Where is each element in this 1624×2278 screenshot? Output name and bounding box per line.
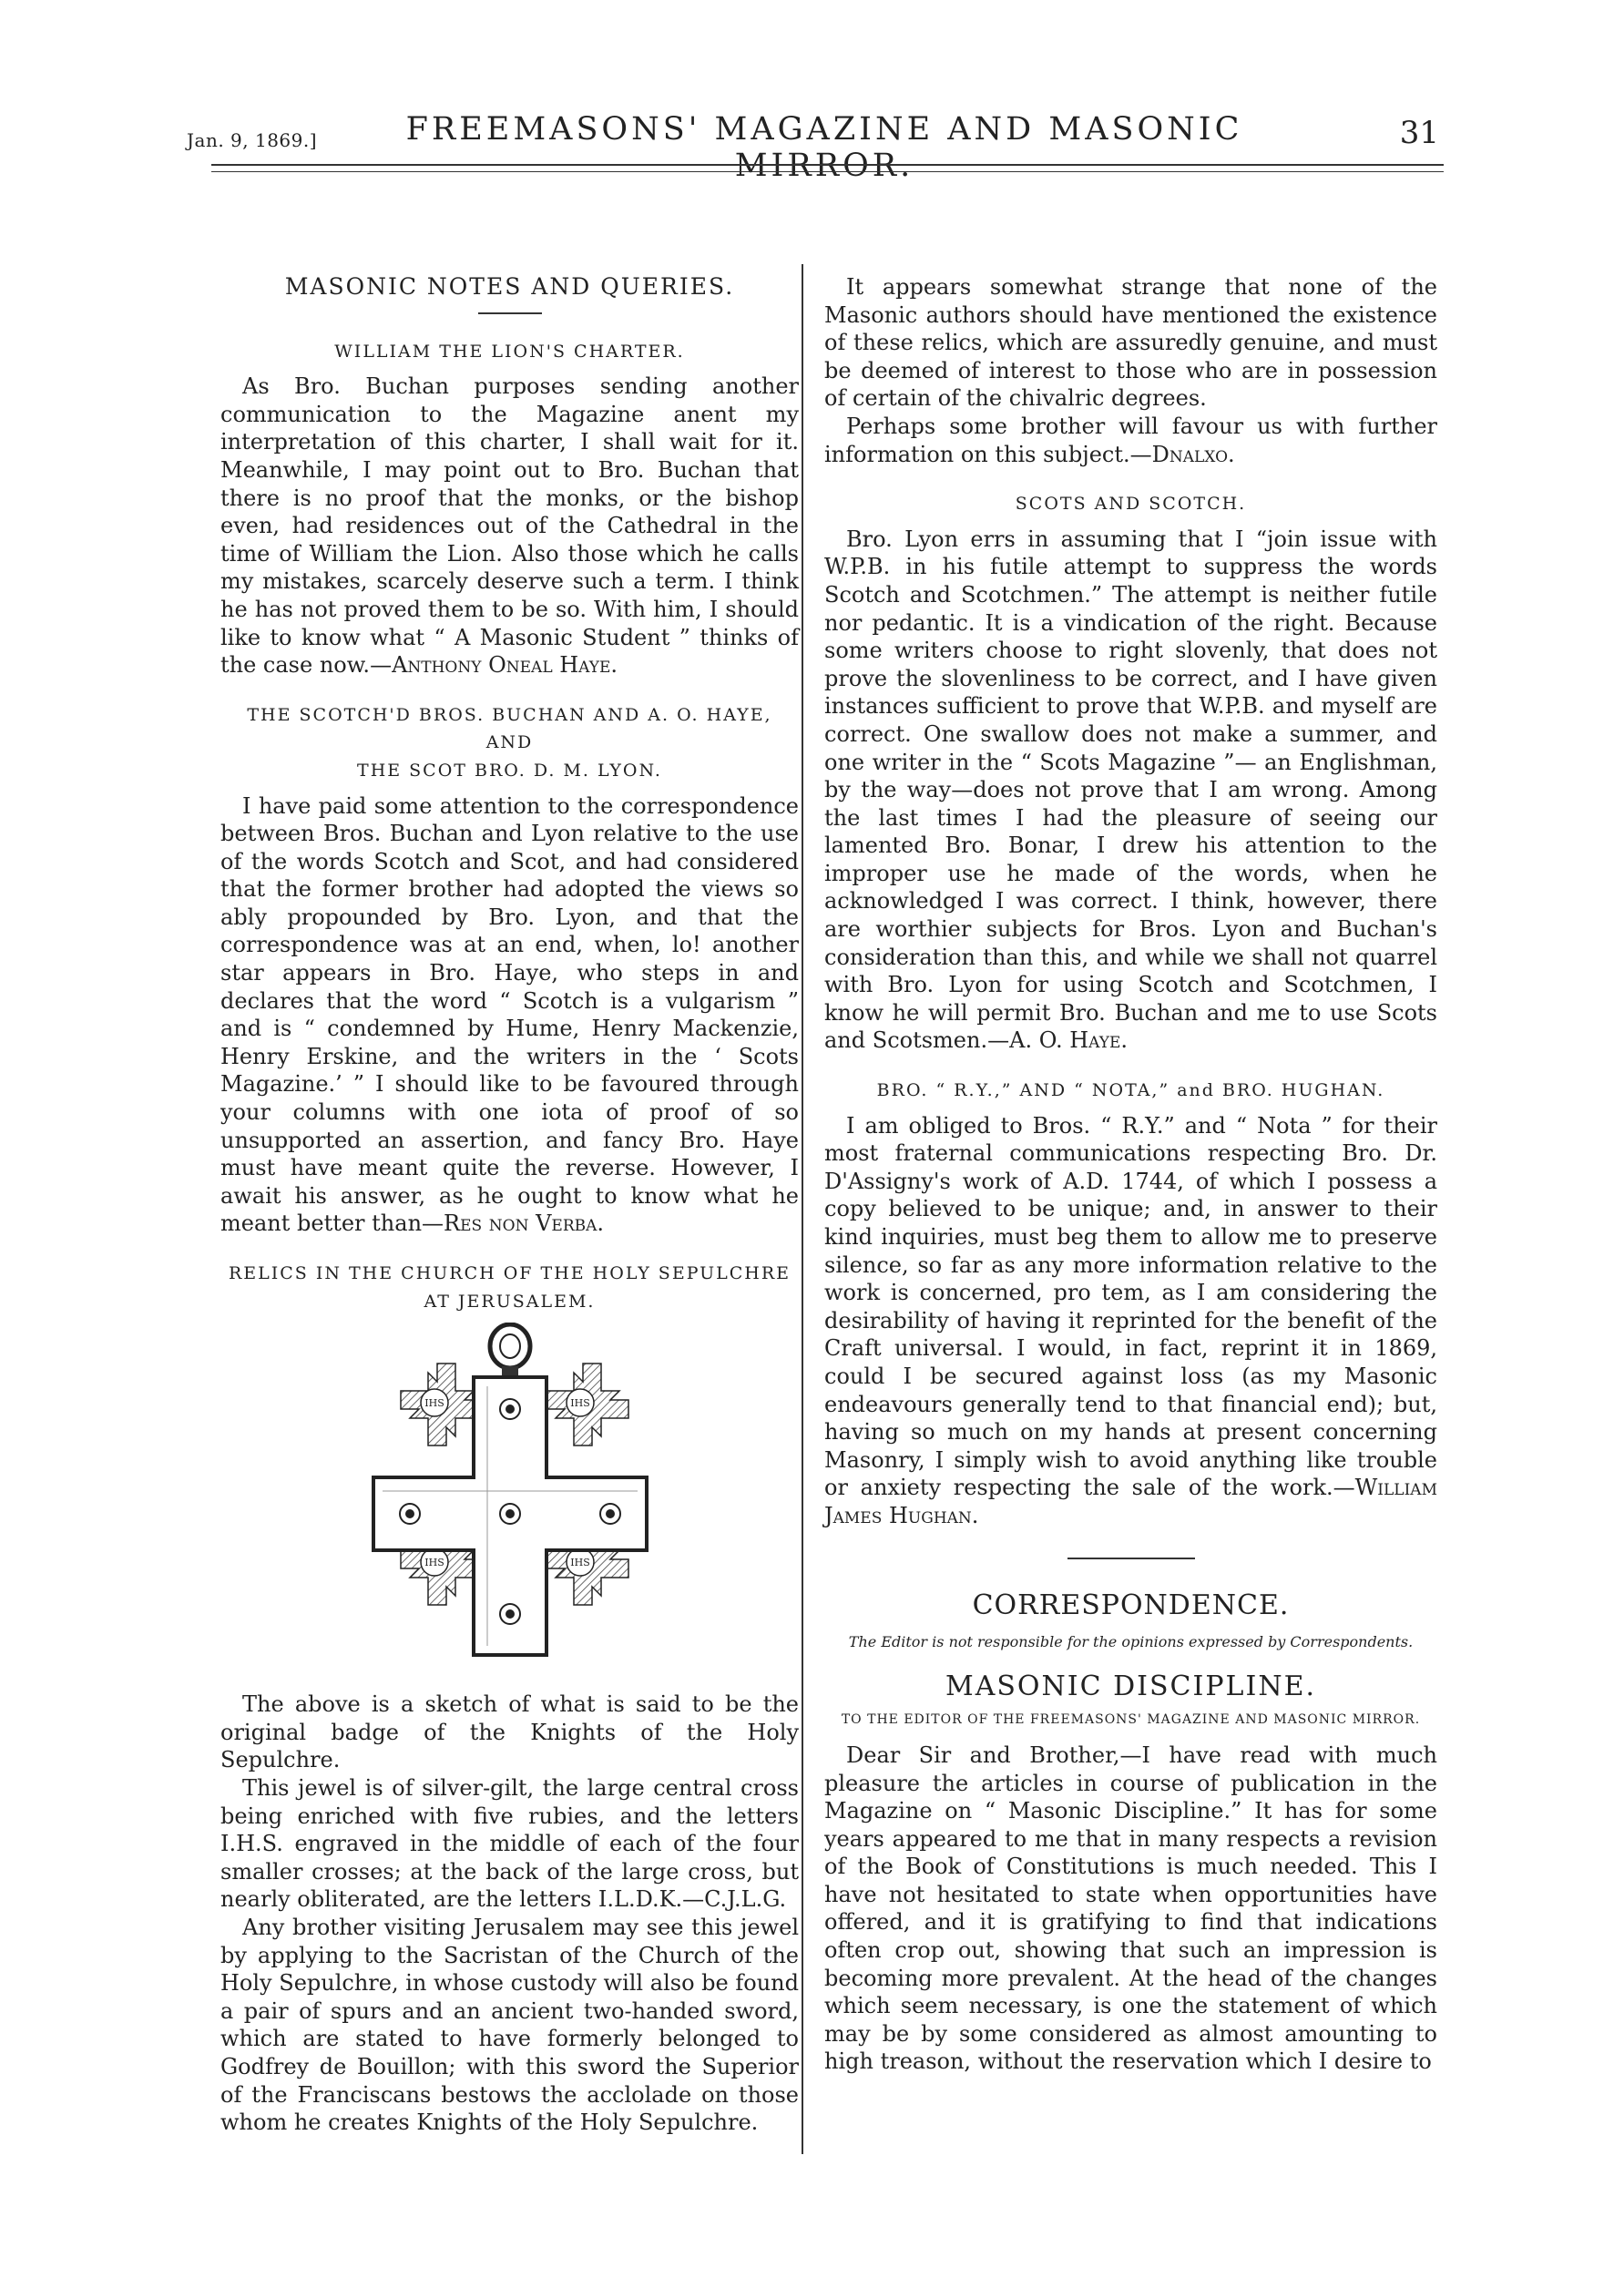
issue-date: Jan. 9, 1869.] [187,129,318,151]
ihs-monogram: IHS [424,1397,444,1410]
relics-paragraph-1: The above is a sketch of what is said to be the original badge of the Knights of the Holy Sepulchre. [220,1691,799,1773]
discipline-letter: Dear Sir and Brother,—I have read with much pleasure the articles in course of publication in the Magazine on “ Masonic Discipline.” It has for some years appeared to me that in many respects a revision of the Book of Constitutions is much needed. This I have not hesitated to state when opportunities have offered, and it is gratifying to find that indications often crop out, showing that such an impression is becoming more prevalent. At the head of the changes which seem necessary, is one the statement of which may be by some considered as almost amounting to high treason, without the reservation which I desire to [824,1742,1437,2075]
jerusalem-cross-illustration [332,1323,688,1678]
section-title: MASONIC NOTES AND QUERIES. [284,273,735,300]
scots-heading: SCOTS AND SCOTCH. [1015,494,1247,515]
charter-article [220,373,799,679]
relics-continued-paragraph-1: It appears somewhat strange that none of the Masonic authors should have mentioned the existence of these relics, which are assuredly genuine, and must be deemed of interest to those who are in possession of certain of the chivalric degrees. [824,274,1437,412]
running-head [187,111,1439,184]
charter-heading: WILLIAM THE LION'S CHARTER. [334,341,685,362]
hughan-signature: William James Hughan. [824,1475,1437,1528]
editor-disclaimer: The Editor is not responsible for the opinions expressed by Correspondents. [848,1633,1414,1651]
discipline-heading: MASONIC DISCIPLINE. [945,1670,1317,1702]
scotch-signature: Res non Verba. [444,1211,605,1237]
relics-continued-text: Perhaps some brother will favour us with further information on this subject.— [824,413,1437,467]
scotch-text: I have paid some attention to the correspondence between Bros. Buchan and Lyon relative to the use of the words Scotch and Scot, and had considered that the former brother had adopted the views so ably propounded by Bro. Lyon, and that the correspondence was at an end, when, lo! another star appears in Bro. Haye, who steps in and declares that the word “ Scotch is a vulgarism ” and is “ condemned by Hume, Henry Mackenzie, Henry Erskine, and the writers in the ‘ Scots Magazine.’ ” I should like to be favoured through your columns with one iota of proof of so unsupported an assertion, and fancy Bro. Haye must have meant quite the reverse. However, I await his answer, as he ought to know what he meant better than— [220,792,799,1237]
discipline-salutation-line: TO THE EDITOR OF THE FREEMASONS' MAGAZINE AND MASONIC MIRROR. [841,1712,1421,1728]
charter-signature: Anthony Oneal Haye. [392,652,618,679]
header-rule [211,164,1444,172]
relics-continued-paragraph-2 [824,413,1437,468]
correspondence-heading: CORRESPONDENCE. [972,1588,1290,1621]
relics-heading [220,1260,799,1315]
scotch-article [220,792,799,1239]
scots-signature: A. O. Haye. [1009,1027,1129,1054]
hughan-article [824,1112,1437,1530]
hughan-heading: BRO. “ R.Y.,” AND “ NOTA,” and BRO. HUGHAN. [876,1080,1385,1101]
charter-text: As Bro. Buchan purposes sending another communication to the Magazine anent my interpretation of this charter, I shall wait for it. Meanwhile, I may point out to Bro. Buchan that there is no proof that the monks, or the bishop even, had residences out of the Cathedral in the time of William the Lion. Also those which he calls my mistakes, scarcely deserve such a term. I think he has not proved them to be so. With him, I should like to know what “ A Masonic Student ” thinks of the case now.— [220,373,799,679]
scotch-heading [220,701,799,785]
suspension-ring [490,1324,530,1379]
publication-title: FREEMASONS' MAGAZINE AND MASONIC MIRROR. [405,111,1243,184]
scotch-heading-line2: THE SCOT BRO. D. M. LYON. [357,760,662,781]
column-divider [802,264,803,2154]
relics-heading-line2: AT JERUSALEM. [424,1291,596,1312]
scots-article [824,526,1437,1055]
scots-text: Bro. Lyon errs in assuming that I “join issue with W.P.B. in his futile attempt to suppress the words Scotch and Scotchmen.” The attempt is neither futile nor pedantic. It is a vindication of the right. Because some writers choose to right slovenly, that does not prove the slovenliness to be correct, and I have given instances sufficient to prove that W.P.B. and myself are correct. One swallow does not make a summer, and one writer in the “ Scots Magazine ”— an Englishman, by the way—does not prove that I am wrong. Among the last times I had the pleasure of seeing our lamented Bro. Bonar, I drew his attention to the improper use he made of the words, when he acknowledged I was correct. I think, however, there are worthier subjects for Bros. Lyon and Buchan's consideration than this, and while we shall not quarrel with Bro. Lyon for using Scotch and Scotchmen, I know he will permit Bro. Buchan and me to use Scots and Scotsmen.— [824,526,1437,1054]
section-rule [478,312,542,314]
section-break-rule [1067,1558,1195,1559]
ihs-monogram: IHS [570,1397,590,1410]
relics-paragraph-2: This jewel is of silver-gilt, the large central cross being enriched with five rubies, and the letters I.H.S. engraved in the middle of each of the four smaller crosses; at the back of the large cross, but nearly obliterated, are the letters I.L.D.K.—C.J.L.G. [220,1774,799,1913]
ihs-monogram: IHS [570,1557,590,1569]
relics-heading-line1: RELICS IN THE CHURCH OF THE HOLY SEPULCHRE [228,1263,792,1283]
relics-paragraph-3: Any brother visiting Jerusalem may see this jewel by applying to the Sacristan of the Church of the Holy Sepulchre, in whose custody will also be found a pair of spurs and an ancient two-handed sword, which are stated to have formerly belonged to Godfrey de Bouillon; with this sword the Superior of the Franciscans bestows the acclolade on those whom he creates Knights of the Holy Sepulchre. [220,1914,799,2136]
hughan-text: I am obliged to Bros. “ R.Y.” and “ Nota ” for their most fraternal communications respecting Bro. Dr. D'Assigny's work of A.D. 1744, of which I possess a copy believed to be unique; and, in answer to their kind inquiries, must beg them to allow me to preserve silence, so far as any more information relative to the work is concerned, pro tem, as I am considering the desirability of having it reprinted for the benefit of the Craft universal. I would, in fact, reprint it in 1869, could I be secured against loss (as my Masonic endeavours generally tend to that financial end); but, having so much on my hands at present concerning Masonry, I simply wish to avoid anything like trouble or anxiety respecting the sale of the work.— [824,1112,1437,1501]
scotch-heading-line1: THE SCOTCH'D BROS. BUCHAN AND A. O. HAYE, AND [247,704,772,753]
left-column [220,273,799,2137]
relics-signature: Dnalxo. [1151,441,1235,467]
page-number: 31 [1399,115,1439,151]
jerusalem-cross-figure [220,1323,799,1678]
right-column [824,273,1437,2076]
ihs-monogram: IHS [424,1557,444,1569]
